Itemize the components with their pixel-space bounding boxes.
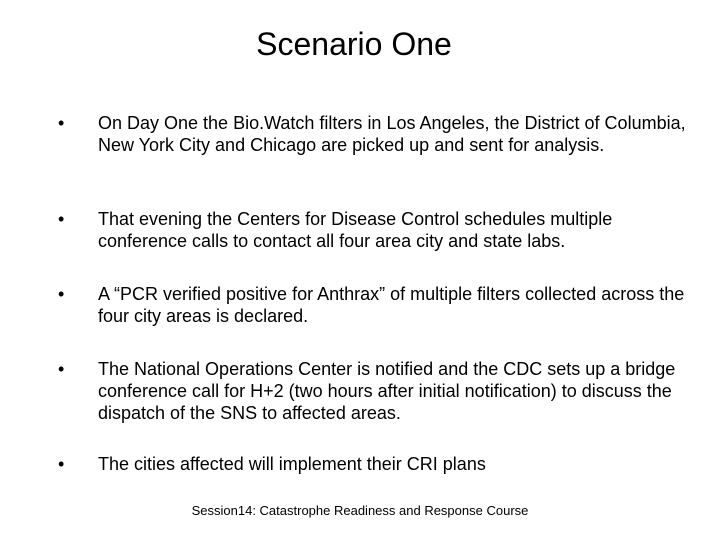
slide-title: Scenario One [256,26,452,62]
bullet-dot-icon: • [58,113,65,133]
slide-footer: Session14: Catastrophe Readiness and Response Course [191,503,529,518]
bullet-text: That evening the Centers for Disease Control schedules multiple conference calls to contact all four area city and state labs. [98,209,613,251]
bullet-text: The cities affected will implement their CRI plans [98,454,486,474]
bullet-text: A “PCR verified positive for Anthrax” of multiple filters collected across the four city areas is declared. [98,284,685,326]
bullet-dot-icon: • [58,284,65,304]
bullet-text: On Day One the Bio.Watch filters in Los Angeles, the District of Columbia, New York City and Chicago are picked up and sent for analysis. [98,113,686,155]
bullet-dot-icon: • [58,359,65,379]
bullet-dot-icon: • [58,454,65,474]
bullet-dot-icon: • [58,209,65,229]
bullet-text: The National Operations Center is notified and the CDC sets up a bridge conference call for H+2 (two hours after initial notification) to discuss the dispatch of the SNS to affected areas. [98,359,676,423]
